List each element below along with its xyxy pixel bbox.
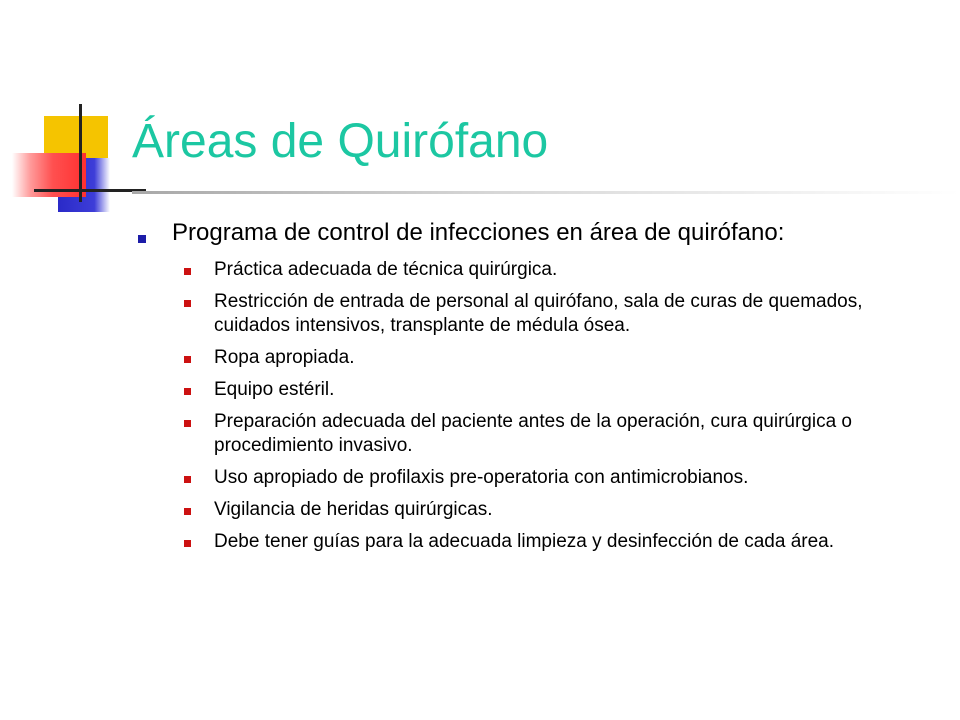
main-bullet-text: Programa de control de infecciones en área de quirófano: <box>172 219 785 246</box>
sub-bullet-item <box>132 378 942 402</box>
main-bullet-point <box>132 218 942 248</box>
sub-bullet-text: Vigilancia de heridas quirúrgicas. <box>214 499 493 520</box>
sub-bullet-item <box>132 530 942 554</box>
square-bullet-icon <box>184 420 191 427</box>
sub-bullet-text: Uso apropiado de profilaxis pre-operatoria con antimicrobianos. <box>214 467 749 488</box>
sub-bullet-item <box>132 346 942 370</box>
sub-bullet-item <box>132 410 942 458</box>
slide-body <box>132 218 942 562</box>
square-bullet-icon <box>184 476 191 483</box>
sub-bullet-text: Equipo estéril. <box>214 379 335 400</box>
square-bullet-icon <box>184 356 191 363</box>
sub-bullet-text: Ropa apropiada. <box>214 347 355 368</box>
slide-title: Áreas de Quirófano <box>132 115 549 168</box>
sub-bullet-item <box>132 466 942 490</box>
square-bullet-icon <box>184 508 191 515</box>
square-bullet-icon <box>138 235 146 243</box>
square-bullet-icon <box>184 388 191 395</box>
vertical-line <box>79 104 82 202</box>
sub-bullet-item <box>132 290 942 338</box>
sub-bullet-text: Debe tener guías para la adecuada limpieza y desinfección de cada área. <box>214 531 835 552</box>
sub-bullet-item <box>132 258 942 282</box>
sub-bullet-text: Práctica adecuada de técnica quirúrgica. <box>214 259 558 280</box>
horizontal-line <box>34 189 146 192</box>
sub-bullet-text: Preparación adecuada del paciente antes de la operación, cura quirúrgica o procedimiento invasivo. <box>214 411 852 456</box>
square-bullet-icon <box>184 268 191 275</box>
sub-bullet-list <box>132 258 942 554</box>
sub-bullet-item <box>132 498 942 522</box>
sub-bullet-text: Restricción de entrada de personal al quirófano, sala de curas de quemados, cuidados intensivos, transplante de médula ósea. <box>214 291 863 336</box>
decorative-logo-graphic <box>0 0 150 220</box>
title-underline <box>132 191 960 194</box>
square-bullet-icon <box>184 540 191 547</box>
square-bullet-icon <box>184 300 191 307</box>
